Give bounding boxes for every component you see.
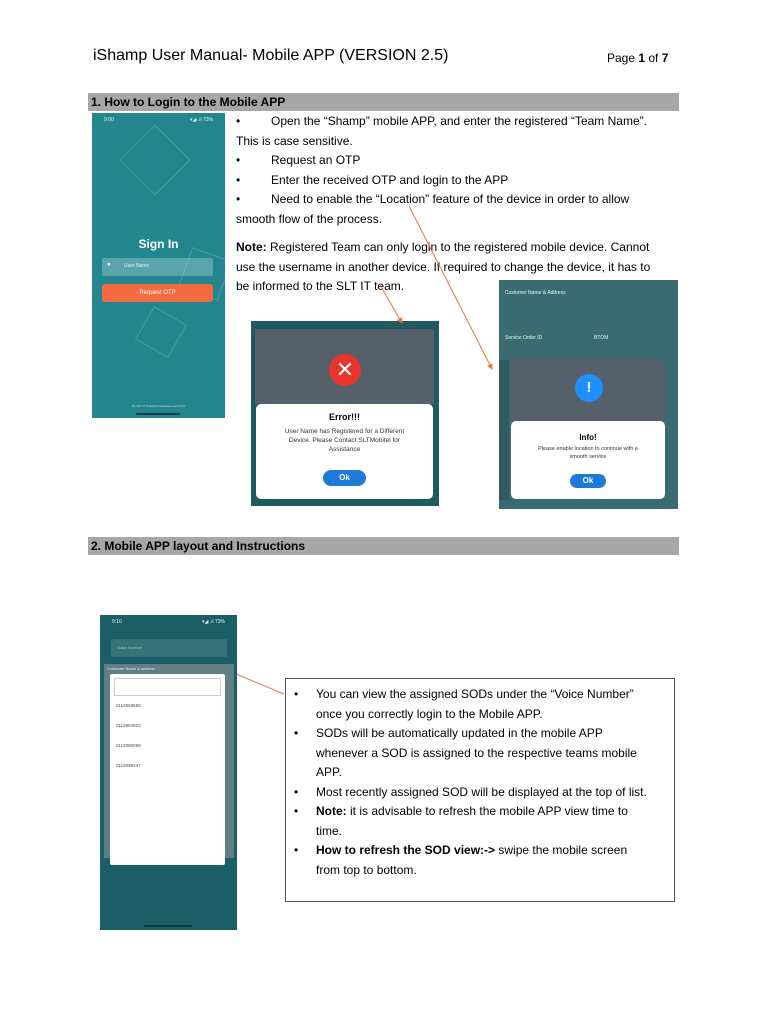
request-otp-button[interactable]: Request OTP (102, 284, 213, 302)
instruction-item: • Note: it is advisable to refresh the mobile APP view time to time. (294, 804, 628, 838)
bullet-item: • Enter the received OTP and login to the APP (236, 172, 509, 187)
instruction-item: • How to refresh the SOD view:-> swipe the mobile screen from top to bottom. (294, 843, 628, 877)
footer-text: By SLT-IT Solutions Developement Unit (132, 404, 185, 408)
list-item[interactable]: 0112080069 (116, 743, 141, 748)
error-message: User Name has Registered for a Different Device. Please Contact SLTMobitel for Assistance (284, 428, 405, 453)
instruction-item: • You can view the assigned SODs under the “Voice Number” once you correctly login to the Mobile APP. (294, 687, 634, 721)
section-heading-layout: 2. Mobile APP layout and Instructions (88, 537, 679, 555)
info-title: Info! (579, 433, 597, 442)
page-number: Page 1 of 7 (607, 51, 669, 65)
home-indicator (144, 925, 192, 927)
voice-number-dropdown (110, 674, 225, 865)
arrow-to-error (380, 285, 402, 323)
error-title: Error!!! (329, 412, 360, 422)
arrow-to-info (409, 206, 492, 369)
voice-number-search[interactable]: Voice Number (111, 639, 227, 657)
document-title: iShamp User Manual- Mobile APP (VERSION 2.5) (93, 47, 449, 64)
instruction-item: • SODs will be automatically updated in the mobile APP whenever a SOD is assigned to the respective teams mobile APP. (294, 726, 637, 779)
username-input[interactable]: ● User Name (102, 258, 213, 276)
sod-list-screenshot: 9:10 ▾◢ .ıl 73% Voice Number Customer Name & address 0112563550 0112964923 0112080069 0112089247 (100, 615, 237, 930)
note-paragraph: Note: Registered Team can only login to the registered mobile device. Cannot (236, 240, 650, 254)
list-item[interactable]: 0112964923 (116, 723, 141, 728)
signin-title: Sign In (138, 237, 179, 251)
bullet-continuation: smooth flow of the process. (236, 211, 383, 226)
bullet-item: • Request an OTP (236, 153, 361, 167)
instruction-item: • Most recently assigned SOD will be displayed at the top of list. (294, 785, 647, 799)
info-screenshot: Customer Name & Address Service Order ID BTOM Info! Please enable location to continue with a smooth service Ok ! (499, 280, 678, 509)
info-icon: ! (575, 374, 603, 402)
list-item[interactable]: 0112563550 (116, 703, 141, 708)
section-heading-login: 1. How to Login to the Mobile APP (88, 93, 679, 111)
bullet-item: • Need to enable the “Location” feature of the device in order to allow (236, 192, 630, 206)
info-message: Please enable location to continue with a smooth service (538, 446, 638, 460)
bullet-item: • Open the “Shamp” mobile APP, and enter the registered “Team Name”. (236, 114, 647, 128)
bullet-continuation: This is case sensitive. (236, 133, 353, 148)
instructions-box (285, 678, 675, 902)
login-instructions: • Open the “Shamp” mobile APP, and enter the registered “Team Name”. This is case sensitive. • Request an OTP • Enter the received OTP and login to the APP • Need to enable the “Location” feature of the device in order to allow smooth flow of the process. Note: Registered Team can only login to the registered mobile device. Cannot use the username in another device. If required to change the device, it has to be informed to the SLT IT team. (236, 112, 681, 297)
dropdown-filter-input[interactable] (114, 678, 221, 696)
list-item[interactable]: 0112089247 (116, 763, 141, 768)
ok-button[interactable]: Ok (323, 470, 366, 486)
close-icon: ✕ (329, 354, 361, 386)
user-icon: ● (107, 262, 111, 268)
ok-button[interactable]: Ok (570, 474, 606, 488)
signin-screenshot: 9:00 ▾◢ .ıl 73% Sign In ● User Name Request OTP By SLT-IT Solutions Developement Unit (92, 113, 225, 418)
